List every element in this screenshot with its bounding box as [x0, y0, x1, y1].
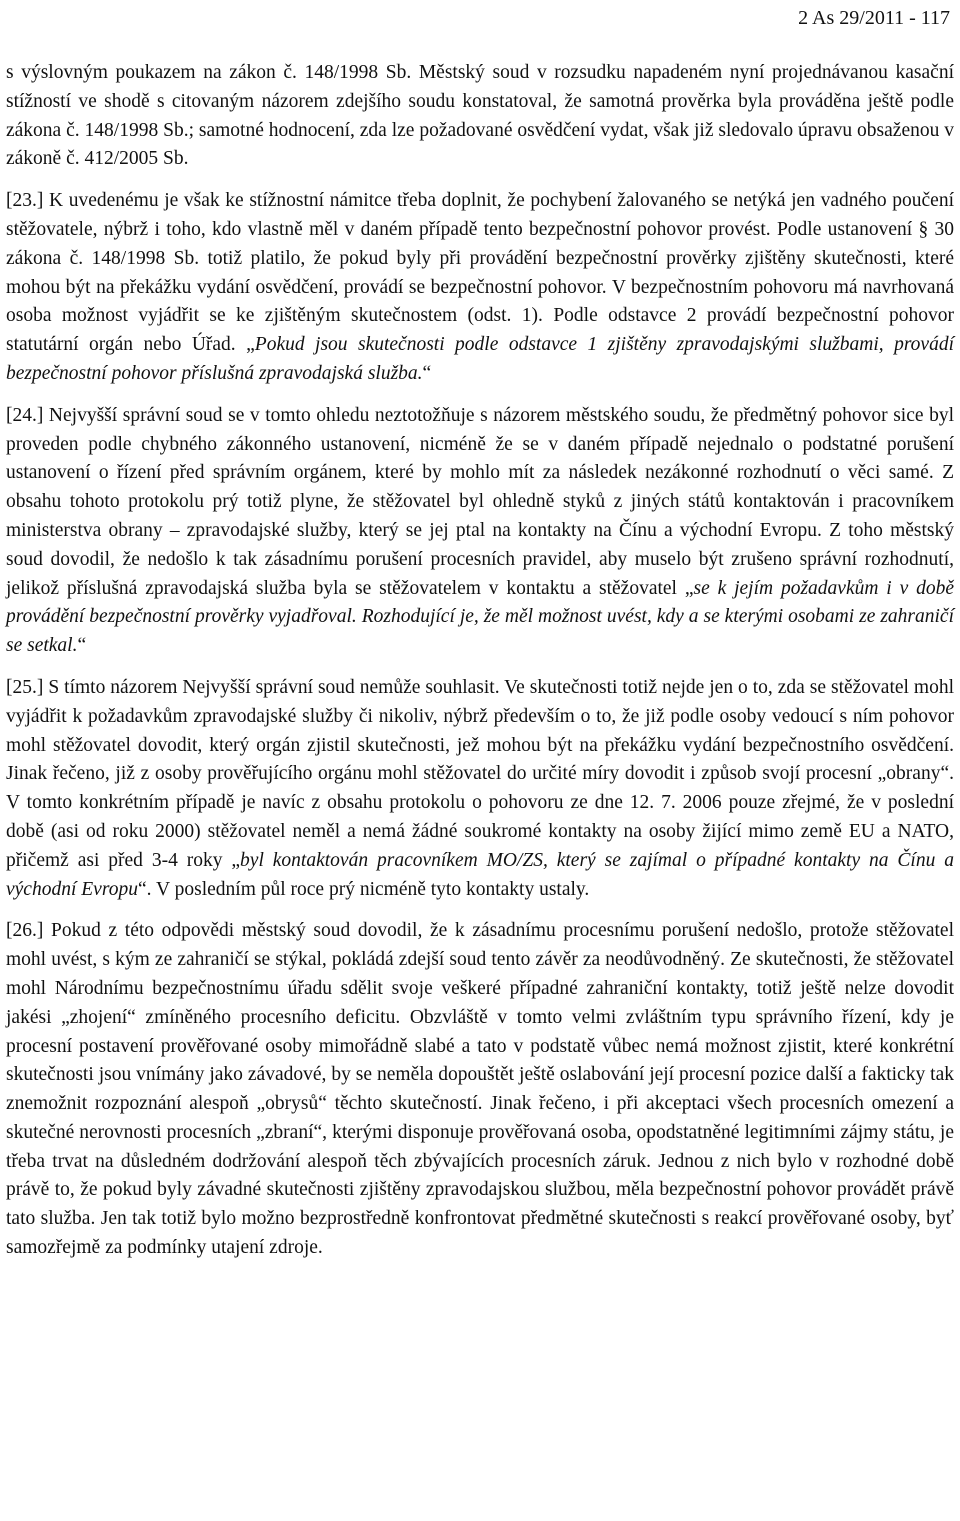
paragraph-number: [26.]	[6, 920, 44, 942]
paragraph-number: [24.]	[6, 404, 44, 426]
paragraph-23	[6, 187, 954, 389]
paragraph-25	[6, 674, 954, 904]
paragraph-26	[6, 917, 954, 1263]
case-reference: 2 As 29/2011 - 117	[798, 7, 950, 29]
paragraph-text-end: “	[422, 362, 432, 384]
paragraph-number: [25.]	[6, 676, 44, 698]
paragraph-text-end: “	[77, 635, 87, 657]
paragraph-24	[6, 402, 954, 661]
intro-paragraph: s výslovným poukazem na zákon č. 148/1998 Sb. Městský soud v rozsudku napadeném nyní projednávanou kasační stížností ve shodě s citovaným názorem zdejšího soudu konstatoval, že samotná prověrka byla prováděna ještě podle zákona č. 148/1998 Sb.; samotné hodnocení, zda lze požadované osvědčení vydat, však již sledovalo úpravu obsaženou v zákoně č. 412/2005 Sb.	[6, 62, 954, 170]
quoted-protocol: byl kontaktován pracovníkem MO/ZS, který se zajímal o případné kontakty na Čínu a východní Evropu	[6, 849, 955, 900]
paragraph-text: S tímto názorem Nejvyšší správní soud nemůže souhlasit. Ve skutečnosti totiž nejde jen o to, zda se stěžovatel mohl vyjádřit k požadavkům zpravodajské služby či nikoliv, nýbrž především o to, že již podle osoby vedoucí s ním pohovor mohl stěžovatel dovodit, který orgán zjistil skutečnosti, jež mohou být na překážku vydání bezpečnostního osvědčení. Jinak řečeno, již z osoby prověřujícího orgánu mohl stěžovatel do určité míry dovodit i způsob svojí procesní „obrany“. V tomto konkrétním případě je navíc z obsahu protokolu o pohovoru ze dne 12. 7. 2006 pouze zřejmé, že v poslední době (asi od roku 2000) stěžovatel neměl a nemá žádné soukromé kontakty na osoby žijící mimo země EU a NATO, přičemž asi před 3-4 roky „	[6, 676, 954, 871]
paragraph-text: Pokud z této odpovědi městský soud dovodil, že k zásadnímu procesnímu porušení nedošlo, protože stěžovatel mohl uvést, s kým ze zahraničí se stýkal, pokládá zdejší soud tento závěr za neodůvodněný. Ze skutečnosti, že stěžovatel mohl Národnímu bezpečnostnímu úřadu sdělit svoje veškeré případné zahraniční kontakty, totiž ještě nelze dovodit jakési „zhojení“ zmíněného procesního deficitu. Obzvláště v tomto velmi zvláštním typu správního řízení, kdy je procesní postavení prověřované osoby mimořádně slabé a tato v podstatě vůbec nemá možnost zjistit, které konkrétní skutečnosti jsou vnímány jako závadové, by se neměla dopouštět ještě oslabování její procesní pozice další a fakticky tak znemožnit rozpoznání alespoň „obrysů“ těchto skutečností. Jinak řečeno, i při akceptaci všech procesních omezení a skutečné nerovnosti procesních „zbraní“, kterými disponuje prověřovaná osoba, opodstatněné legitimními zájmy státu, je třeba trvat na důsledném dodržování alespoň těch zbývajících procesních záruk. Jednou z nich bylo v rozhodné době právě to, že pokud byly závadné skutečnosti zjištěny zpravodajskou službou, měla bezpečnostní pohovor provádět právě tato služba. Jen tak totiž bylo možno bezprostředně konfrontovat předmětné skutečnosti s reakcí prověřované osoby, byť samozřejmě za podmínky utajení zdroje.	[6, 920, 954, 1259]
paragraph-number: [23.]	[6, 190, 44, 212]
paragraph-text: Nejvyšší správní soud se v tomto ohledu neztotožňuje s názorem městského soudu, že předmětný pohovor sice byl proveden podle chybného zákonného ustanovení, nicméně že se v daném případě nejednalo o podstatné porušení ustanovení o řízení před správním orgánem, které by mohlo mít za následek nezákonné rozhodnutí o věci samé. Z obsahu tohoto protokolu prý totiž plyne, že stěžovatel byl ohledně styků z jiných států kontaktován i pracovníkem ministerstva obrany – zpravodajské služby, který se jej ptal na kontakty na Čínu a východní Evropu. Z toho městský soud dovodil, že nedošlo k tak zásadnímu porušení procesních pravidel, aby muselo být zrušeno správní rozhodnutí, jelikož příslušná zpravodajská služba byla se stěžovatelem v kontaktu a stěžovatel „	[6, 404, 954, 599]
paragraph-text: K uvedenému je však ke stížnostní námitce třeba doplnit, že pochybení žalovaného se netýká jen vadného poučení stěžovatele, nýbrž i toho, kdo vlastně měl v daném případě tento bezpečnostní pohovor provést. Podle ustanovení § 30 zákona č. 148/1998 Sb. totiž platilo, že pokud byly při provádění bezpečnostní prověrky zjištěny skutečnosti, které mohou být na překážku vydání osvědčení, provádí se bezpečnostní pohovor. V bezpečnostním pohovoru má navrhovaná osoba možnost vyjádřit se ke zjištěným skutečnostem (odst. 1). Podle odstavce 2 provádí bezpečnostní pohovor statutární orgán nebo Úřad. „	[6, 190, 954, 356]
quoted-statute: Pokud jsou skutečnosti podle odstavce 1 zjištěny zpravodajskými službami, provádí bezpečnostní pohovor příslušná zpravodajská služba.	[6, 334, 955, 384]
paragraph-text-end: “. V posledním půl roce prý nicméně tyto kontakty ustaly.	[137, 878, 590, 900]
quoted-court-reasoning: se k jejím požadavkům i v době provádění bezpečnostní prověrky vyjadřoval. Rozhodující je, že měl možnost uvést, kdy a se kterými osobami ze zahraničí se setkal.	[6, 577, 954, 657]
